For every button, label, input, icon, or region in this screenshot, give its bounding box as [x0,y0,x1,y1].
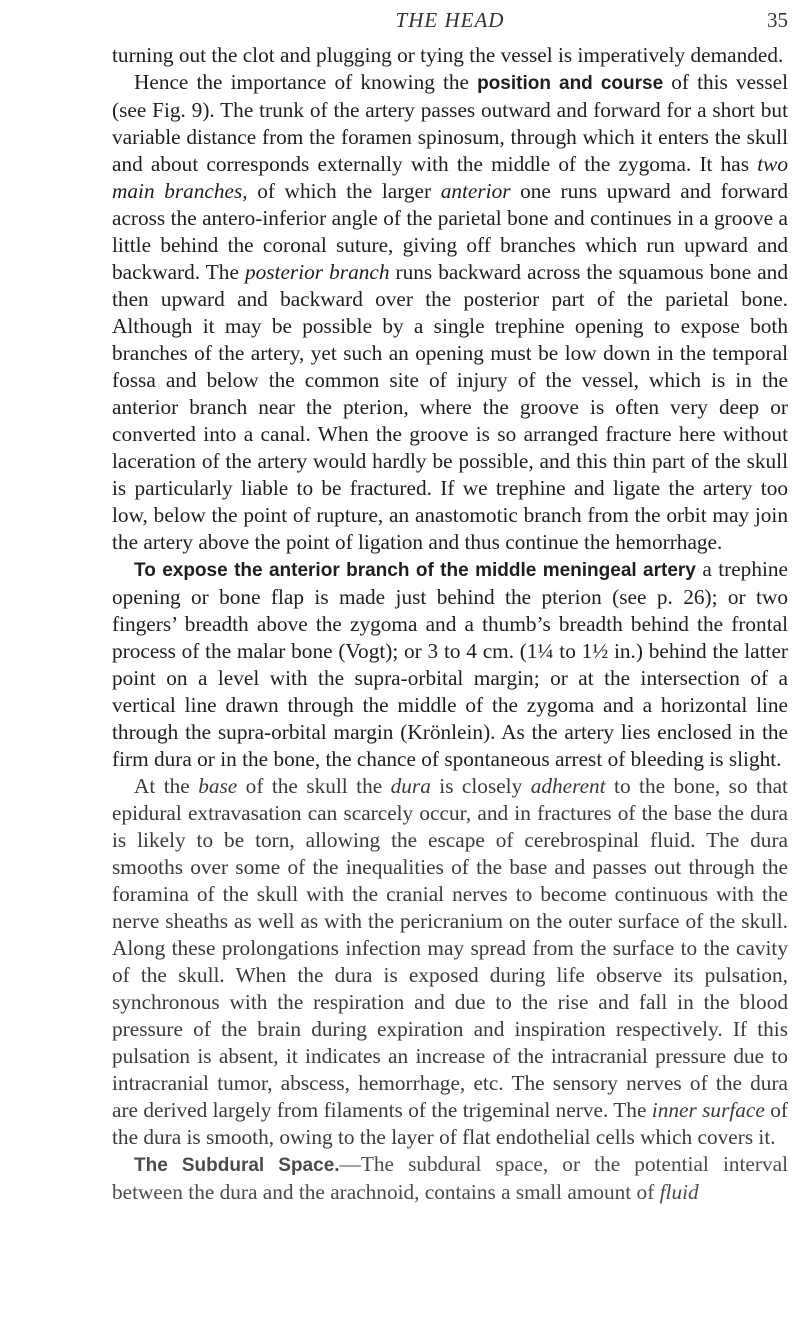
section-run-in-heading: To expose the anterior branch of the middle meningeal artery [134,560,696,581]
paragraph-text: turning out the clot and plugging or tying the vessel is imperatively demanded. [112,43,784,67]
paragraph-dura-base: At the base of the skull the dura is closely adherent to the bone, so that epidural extravasation can scarcely occur, and in fractures of the base the dura is likely to be torn, allowing the escape of cerebrospinal fluid. The dura smooths over some of the inequalities of the base and passes out through the foramina of the skull with the cranial nerves to become continuous with the nerve sheaths as well as with the pericranium on the outer surface of the skull. Along these prolongations infection may spread from the surface to the cavity of the skull. When the dura is exposed during life observe its pulsation, synchronous with the respiration and due to the rise and fall in the blood pressure of the brain during expiration and inspiration respectively. If this pulsation is absent, it indicates an increase of the intracranial pressure due to intracranial tumor, abscess, hemorrhage, etc. The sensory nerves of the dura are derived largely from filaments of the trigeminal nerve. The inner surface of the dura is smooth, owing to the layer of flat endothelial cells which covers it. [112,774,788,1149]
italic-term: anterior [440,179,511,203]
body-text [112,42,788,1206]
italic-term: two main branches, [112,152,788,203]
italic-term: posterior branch [244,260,390,284]
section-run-in-heading: The Subdural Space. [134,1155,340,1176]
italic-term: dura [390,774,431,798]
italic-term: base [198,774,238,798]
paragraph-expose-anterior-branch: To expose the anterior branch of the middle meningeal artery a trephine opening or bone flap is made just behind the pterion (see p. 26); or two fingers’ breadth above the zygoma and a thumb’s breadth behind the frontal process of the malar bone (Vogt); or 3 to 4 cm. (1¼ to 1½ in.) behind the latter point on a level with the supra-orbital margin; or at the intersection of a vertical line drawn through the middle of the zygoma and a horizontal line through the supra-orbital margin (Krönlein). As the artery lies enclosed in the firm dura or in the bone, the chance of spontaneous arrest of bleeding is slight. [112,557,788,771]
page-header [112,8,788,38]
italic-term: fluid [659,1180,699,1204]
paragraph-subdural-space: The Subdural Space.—The subdural space, or the potential interval between the dura and the arachnoid, contains a small amount of fluid [112,1152,788,1204]
italic-term: adherent [530,774,606,798]
paragraph-meningeal-course: Hence the importance of knowing the position and course of this vessel (see Fig. 9). The trunk of the artery passes outward and forward for a short but variable distance from the foramen spinosum, through which it enters the skull and about corresponds externally with the middle of the zygoma. It has two main branches, of which the larger anterior one runs upward and forward across the antero-inferior angle of the parietal bone and continues in a groove a little behind the coronal suture, giving off branches which run upward and backward. The posterior branch runs backward across the squamous bone and then upward and backward over the posterior part of the parietal bone. Although it may be possible by a single trephine opening to expose both branches of the artery, yet such an opening must be low down in the temporal fossa and below the common site of injury of the vessel, which is in the anterior branch near the pterion, where the groove is often very deep or converted into a canal. When the groove is so arranged fracture here without laceration of the artery would hardly be possible, and this thin part of the skull is particularly liable to be fractured. If we trephine and ligate the artery too low, below the point of rupture, an anastomotic branch from the orbit may join the artery above the point of ligation and thus continue the hemorrhage. [112,70,789,554]
paragraph-continuation [112,42,788,69]
bold-term: position and course [477,73,664,94]
running-head: THE HEAD [395,8,505,32]
page-number: 35 [767,8,788,32]
italic-term: inner surface [651,1098,765,1122]
